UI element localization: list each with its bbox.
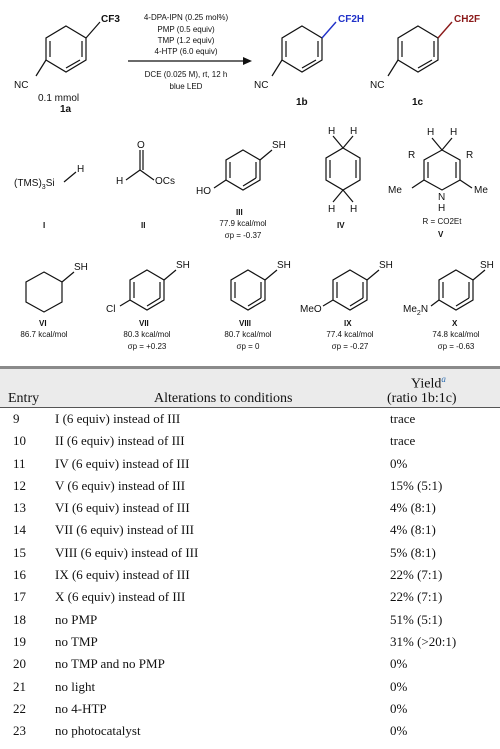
yield-cell: 0% xyxy=(390,656,408,672)
table-row xyxy=(0,586,500,608)
table-body xyxy=(0,408,500,742)
reagent-IX-bde: 77.4 kcal/mol xyxy=(326,330,374,339)
alteration-cell: I (6 equiv) instead of III xyxy=(55,411,181,426)
svg-text:SH: SH xyxy=(277,260,291,271)
entry-cell: 18 xyxy=(13,611,26,627)
entry-cell: 12 xyxy=(13,477,26,493)
svg-text:Me: Me xyxy=(474,185,488,196)
table-row xyxy=(0,408,500,430)
table-row xyxy=(0,475,500,497)
reagent-X-sigma: σp = -0.63 xyxy=(437,342,475,351)
alteration-cell: no TMP xyxy=(55,633,98,649)
entry-cell: 22 xyxy=(13,700,26,716)
reagent-III xyxy=(196,140,286,240)
alteration-cell: VI (6 equiv) instead of III xyxy=(55,500,190,516)
reagent-V-note: R = CO2Et xyxy=(422,217,462,226)
alteration-cell: VIII (6 equiv) instead of III xyxy=(55,544,199,560)
svg-text:SH: SH xyxy=(176,260,190,271)
reagent-VII-bde: 80.3 kcal/mol xyxy=(123,330,171,339)
svg-text:SH: SH xyxy=(272,140,286,151)
yield-cell: 4% (8:1) xyxy=(390,522,436,538)
svg-text:H: H xyxy=(116,176,124,187)
reagent-III-sigma: σp = -0.37 xyxy=(224,231,262,240)
entry-cell: 11 xyxy=(13,455,26,471)
yield-cell: 22% (7:1) xyxy=(390,589,443,605)
product2-group: CH2F xyxy=(454,14,481,25)
svg-text:(TMS)3Si: $(TMS)_3Si$ xyxy=(14,178,55,191)
svg-text:R: R xyxy=(466,150,474,161)
yield-cell: 0% xyxy=(390,700,408,716)
entry-cell: 19 xyxy=(13,633,26,649)
entry-cell: 13 xyxy=(13,500,26,516)
condition-line-6: blue LED xyxy=(169,82,203,91)
svg-text:SH: SH xyxy=(480,260,494,271)
table-header xyxy=(0,369,500,407)
alteration-cell: no PMP xyxy=(55,611,98,627)
product-1c-structure xyxy=(370,14,480,108)
table-row xyxy=(0,430,500,452)
svg-text:SH: SH xyxy=(379,260,393,271)
svg-text:Cl: Cl xyxy=(106,304,116,315)
reactant-amount: 0.1 mmol xyxy=(38,93,80,104)
reagent-IV-numeral: IV xyxy=(337,221,345,230)
svg-text:H: H xyxy=(438,203,446,214)
yield-cell: 0% xyxy=(390,723,408,739)
entry-cell: 9 xyxy=(13,411,20,426)
reagent-VIII xyxy=(224,260,290,351)
condition-line-1: 4-DPA-IPN (0.25 mol%) xyxy=(143,13,229,22)
reagent-IX xyxy=(300,260,393,351)
table-row xyxy=(0,519,500,541)
yield-footnote-marker: a xyxy=(441,374,446,384)
entry-cell: 20 xyxy=(13,656,26,672)
reagent-X xyxy=(403,260,494,351)
reagent-VI xyxy=(20,262,87,339)
reagent-VII-sigma: σp = +0.23 xyxy=(127,342,167,351)
product1-nitrile: NC xyxy=(254,80,269,91)
alteration-cell: no TMP and no PMP xyxy=(55,656,165,672)
table-row xyxy=(0,453,500,475)
entry-cell: 21 xyxy=(13,678,26,694)
table-row xyxy=(0,497,500,519)
svg-text:H: H xyxy=(328,126,336,137)
yield-cell: 31% (>20:1) xyxy=(390,633,457,649)
reaction-conditions xyxy=(128,13,252,91)
reactant-label: 1a xyxy=(60,104,72,115)
table-row xyxy=(0,542,500,564)
entry-cell: 23 xyxy=(13,723,26,739)
header-alterations: Alterations to conditions xyxy=(154,391,293,406)
reagent-VII-numeral: VII xyxy=(139,319,149,328)
svg-text:HO: HO xyxy=(196,186,211,197)
header-entry: Entry xyxy=(8,391,40,406)
reagent-VI-bde: 86.7 kcal/mol xyxy=(20,330,68,339)
alteration-cell: IX (6 equiv) instead of III xyxy=(55,567,190,583)
reagent-I-numeral: I xyxy=(43,221,46,230)
product2-nitrile: NC xyxy=(370,80,385,91)
yield-cell: trace xyxy=(390,411,416,426)
reagent-III-bde: 77.9 kcal/mol xyxy=(219,219,267,228)
table-row xyxy=(0,609,500,631)
alteration-cell: VII (6 equiv) instead of III xyxy=(55,522,194,538)
table-row xyxy=(0,564,500,586)
svg-text:H: H xyxy=(350,126,358,137)
yield-cell: 51% (5:1) xyxy=(390,611,443,627)
header-yield: Yield$^a$ xyxy=(411,374,446,392)
reagent-VIII-bde: 80.7 kcal/mol xyxy=(224,330,272,339)
reagent-II-numeral: II xyxy=(141,221,146,230)
entry-cell: 16 xyxy=(13,567,26,583)
yield-cell: 15% (5:1) xyxy=(390,477,443,493)
condition-line-4: 4-HTP (6.0 equiv) xyxy=(154,47,218,56)
alteration-cell: no 4-HTP xyxy=(55,700,107,716)
product-1b-structure xyxy=(254,14,364,108)
reactant-group: CF3 xyxy=(101,14,120,25)
svg-text:H: H xyxy=(77,164,85,175)
product2-label: 1c xyxy=(412,97,424,108)
alteration-cell: no photocatalyst xyxy=(55,723,141,739)
reactant-nitrile: NC xyxy=(14,80,29,91)
svg-text:SH: SH xyxy=(74,262,88,273)
reaction-scheme xyxy=(0,0,500,366)
svg-text:OCs: OCs xyxy=(155,176,175,187)
reagent-VIII-numeral: VIII xyxy=(239,319,252,328)
reagent-VIII-sigma: σp = 0 xyxy=(236,342,260,351)
svg-text:H: H xyxy=(450,127,458,138)
alteration-cell: IV (6 equiv) instead of III xyxy=(55,455,190,471)
svg-text:MeO: MeO xyxy=(300,304,322,315)
reagent-III-numeral: III xyxy=(236,208,243,217)
reagent-IV xyxy=(326,126,360,230)
svg-text:N: N xyxy=(438,192,446,203)
condition-line-5: DCE (0.025 M), rt, 12 h xyxy=(144,70,228,79)
yield-cell: 0% xyxy=(390,455,408,471)
reagent-IX-sigma: σp = -0.27 xyxy=(331,342,369,351)
table-row xyxy=(0,631,500,653)
svg-text:O: O xyxy=(137,140,145,151)
header-ratio: (ratio 1b:1c) xyxy=(387,391,457,406)
svg-text:H: H xyxy=(350,204,358,215)
arrow-head xyxy=(243,57,252,65)
entry-cell: 10 xyxy=(13,433,26,449)
entry-cell: 15 xyxy=(13,544,26,560)
reagent-VII xyxy=(106,260,190,351)
reagent-V xyxy=(388,127,488,239)
entry-cell: 17 xyxy=(13,589,26,605)
reagent-IX-numeral: IX xyxy=(344,319,352,328)
svg-text:Me: Me xyxy=(388,185,402,196)
entry-cell: 14 xyxy=(13,522,26,538)
reagent-X-numeral: X xyxy=(452,319,458,328)
product1-group: CF2H xyxy=(338,14,365,25)
alteration-cell: X (6 equiv) instead of III xyxy=(55,589,186,605)
condition-line-2: PMP (0.5 equiv) xyxy=(157,25,215,34)
svg-text:R: R xyxy=(408,150,416,161)
yield-cell: 5% (8:1) xyxy=(390,544,436,560)
svg-text:H: H xyxy=(427,127,435,138)
reagent-II xyxy=(116,140,175,230)
alteration-cell: V (6 equiv) instead of III xyxy=(55,477,186,493)
table-row xyxy=(0,653,500,675)
yield-cell: trace xyxy=(390,433,416,449)
yield-cell: 4% (8:1) xyxy=(390,500,436,516)
product1-label: 1b xyxy=(296,97,308,108)
reagent-VI-numeral: VI xyxy=(39,319,47,328)
yield-cell: 0% xyxy=(390,678,408,694)
table-row xyxy=(0,676,500,698)
alteration-cell: no light xyxy=(55,678,96,694)
table-row xyxy=(0,720,500,742)
reagent-X-bde: 74.8 kcal/mol xyxy=(432,330,480,339)
table-row xyxy=(0,698,500,720)
svg-text:Me2N: $Me_2N$ xyxy=(403,304,429,317)
alteration-cell: II (6 equiv) instead of III xyxy=(55,433,185,449)
reagent-V-numeral: V xyxy=(438,230,444,239)
reagent-I xyxy=(14,164,84,230)
yield-cell: 22% (7:1) xyxy=(390,567,443,583)
svg-text:H: H xyxy=(328,204,336,215)
condition-line-3: TMP (1.2 equiv) xyxy=(157,36,215,45)
reactant-1a-structure xyxy=(14,14,120,115)
